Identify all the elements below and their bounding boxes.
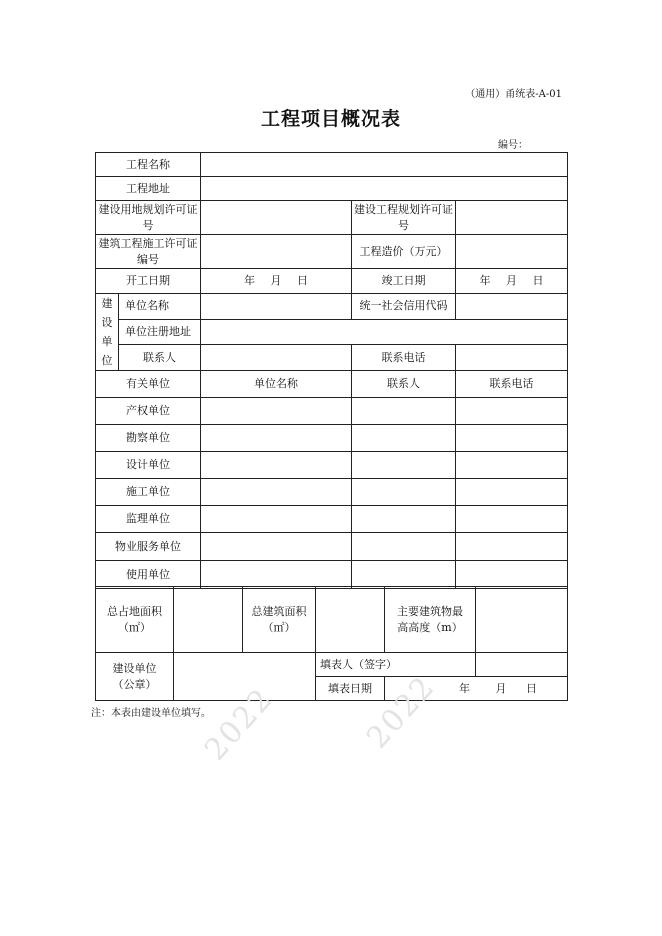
fill-date-label: 填表日期 — [316, 677, 385, 701]
builder-contact-label: 联系人 — [119, 345, 201, 371]
table-row — [96, 533, 568, 561]
party-label: 勘察单位 — [96, 425, 201, 452]
builder-group-label: 建 设 单 位 — [96, 294, 119, 371]
parties-header-name: 单位名称 — [201, 371, 352, 398]
builder-contact-field[interactable] — [201, 345, 352, 371]
party-phone-field[interactable] — [456, 533, 568, 561]
land-permit-label: 建设用地规划许可证号 — [96, 201, 201, 235]
build-area-label: 总建筑面积 （㎡） — [243, 587, 316, 653]
planning-permit-label: 建设工程规划许可证号 — [352, 201, 456, 235]
serial-number-label: 编号： — [498, 140, 528, 151]
table-row — [96, 506, 568, 533]
area-sign-table — [95, 586, 568, 701]
end-date-label: 竣工日期 — [352, 269, 456, 294]
project-name-field[interactable] — [201, 153, 568, 177]
party-phone-field[interactable] — [456, 479, 568, 506]
party-label: 监理单位 — [96, 506, 201, 533]
watermark: 2022 — [198, 681, 281, 768]
project-name-label: 工程名称 — [96, 153, 201, 177]
party-label: 使用单位 — [96, 561, 201, 589]
party-label: 产权单位 — [96, 398, 201, 425]
credit-code-field[interactable] — [456, 294, 568, 320]
watermark: 2022 — [360, 669, 443, 756]
party-phone-field[interactable] — [456, 398, 568, 425]
party-name-field[interactable] — [201, 425, 352, 452]
party-name-field[interactable] — [201, 561, 352, 589]
party-label: 物业服务单位 — [96, 533, 201, 561]
land-permit-field[interactable] — [201, 201, 352, 235]
parties-header-unit: 有关单位 — [96, 371, 201, 398]
start-date-label: 开工日期 — [96, 269, 201, 294]
filler-field[interactable] — [476, 653, 568, 677]
height-field[interactable] — [476, 587, 568, 653]
cost-field[interactable] — [456, 235, 568, 269]
page-title: 工程项目概况表 — [260, 108, 401, 130]
party-contact-field[interactable] — [352, 533, 456, 561]
party-phone-field[interactable] — [456, 506, 568, 533]
land-area-label: 总占地面积 （㎡） — [96, 587, 174, 653]
party-label: 施工单位 — [96, 479, 201, 506]
party-contact-field[interactable] — [352, 398, 456, 425]
party-name-field[interactable] — [201, 533, 352, 561]
party-phone-field[interactable] — [456, 452, 568, 479]
filler-label: 填表人（签字） — [316, 653, 476, 677]
form-code: （通用）甬统表-A-01 — [465, 89, 562, 100]
construction-permit-label: 建筑工程施工许可证编号 — [96, 235, 201, 269]
footnote: 注：本表由建设单位填写。 — [91, 708, 211, 719]
table-row — [96, 479, 568, 506]
construction-permit-field[interactable] — [201, 235, 352, 269]
parties-header-phone: 联系电话 — [456, 371, 568, 398]
project-address-label: 工程地址 — [96, 177, 201, 201]
builder-phone-field[interactable] — [456, 345, 568, 371]
project-overview-table — [95, 152, 568, 589]
builder-phone-label: 联系电话 — [352, 345, 456, 371]
end-date-field[interactable]: 年 月 日 — [456, 269, 568, 294]
planning-permit-field[interactable] — [456, 201, 568, 235]
party-contact-field[interactable] — [352, 452, 456, 479]
party-contact-field[interactable] — [352, 506, 456, 533]
land-area-field[interactable] — [174, 587, 243, 653]
table-row — [96, 561, 568, 589]
party-name-field[interactable] — [201, 479, 352, 506]
party-phone-field[interactable] — [456, 425, 568, 452]
project-address-field[interactable] — [201, 177, 568, 201]
cost-label: 工程造价（万元） — [352, 235, 456, 269]
table-row — [96, 425, 568, 452]
build-area-field[interactable] — [316, 587, 385, 653]
party-label: 设计单位 — [96, 452, 201, 479]
builder-unit-name-field[interactable] — [201, 294, 352, 320]
builder-seal-label: 建设单位 （公章） — [96, 653, 174, 701]
fill-date-field[interactable]: 年 月 日 — [385, 677, 568, 701]
reg-address-label: 单位注册地址 — [119, 319, 201, 345]
reg-address-field[interactable] — [201, 319, 568, 345]
table-row — [96, 452, 568, 479]
party-name-field[interactable] — [201, 506, 352, 533]
party-name-field[interactable] — [201, 398, 352, 425]
party-contact-field[interactable] — [352, 479, 456, 506]
party-name-field[interactable] — [201, 452, 352, 479]
builder-unit-name-label: 单位名称 — [119, 294, 201, 320]
parties-header-contact: 联系人 — [352, 371, 456, 398]
party-phone-field[interactable] — [456, 561, 568, 589]
party-contact-field[interactable] — [352, 561, 456, 589]
credit-code-label: 统一社会信用代码 — [352, 294, 456, 320]
height-label: 主要建筑物最 高高度（m） — [385, 587, 476, 653]
start-date-field[interactable]: 年 月 日 — [201, 269, 352, 294]
table-row — [96, 398, 568, 425]
party-contact-field[interactable] — [352, 425, 456, 452]
